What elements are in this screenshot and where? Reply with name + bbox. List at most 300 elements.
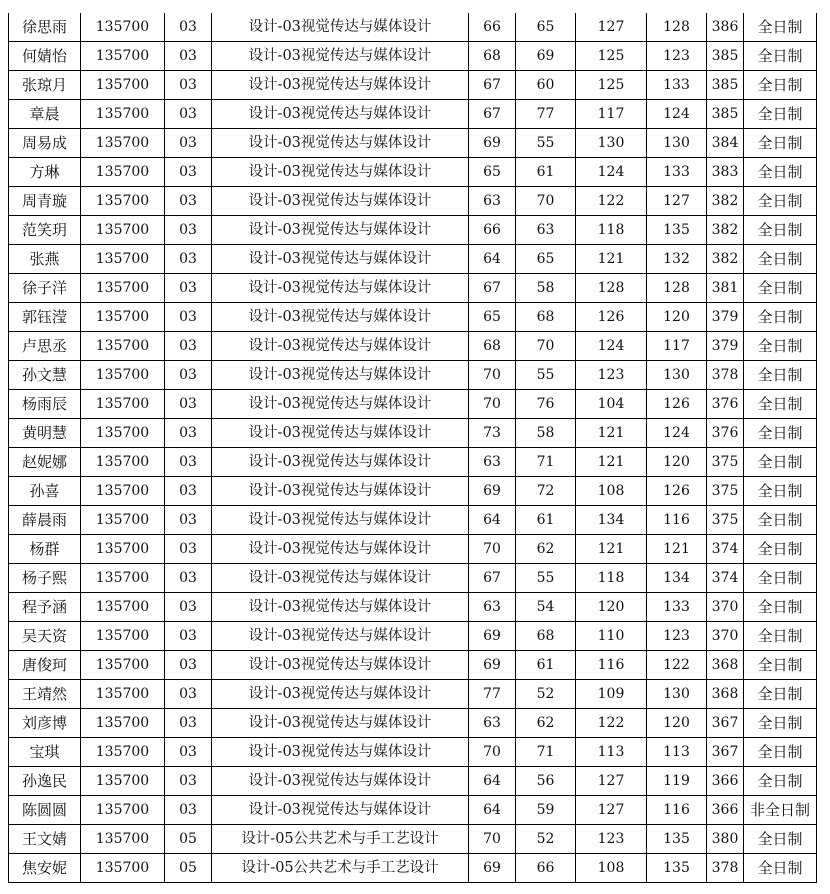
score-english-cell: 68 xyxy=(516,622,576,651)
student-name-cell: 唐俊珂 xyxy=(9,651,81,680)
study-mode-cell: 全日制 xyxy=(744,390,817,419)
major-name-cell: 设计-03视觉传达与媒体设计 xyxy=(212,477,469,506)
study-mode-cell: 全日制 xyxy=(744,361,817,390)
score-subject2-cell: 120 xyxy=(647,303,707,332)
score-subject2-cell: 133 xyxy=(647,71,707,100)
total-score-cell: 375 xyxy=(707,506,744,535)
direction-code-cell: 03 xyxy=(165,390,212,419)
score-subject1-cell: 118 xyxy=(576,564,647,593)
score-subject2-cell: 133 xyxy=(647,158,707,187)
score-politics-cell: 68 xyxy=(469,332,516,361)
score-politics-cell: 70 xyxy=(469,825,516,854)
major-name-cell: 设计-03视觉传达与媒体设计 xyxy=(212,274,469,303)
score-politics-cell: 69 xyxy=(469,129,516,158)
student-name-cell: 焦安妮 xyxy=(9,854,81,883)
table-row xyxy=(9,187,817,216)
student-name-cell: 何婧怡 xyxy=(9,42,81,71)
score-politics-cell: 69 xyxy=(469,477,516,506)
major-name-cell: 设计-03视觉传达与媒体设计 xyxy=(212,158,469,187)
student-name-cell: 陈圆圆 xyxy=(9,796,81,825)
table-row xyxy=(9,448,817,477)
total-score-cell: 378 xyxy=(707,854,744,883)
study-mode-cell: 全日制 xyxy=(744,651,817,680)
direction-code-cell: 03 xyxy=(165,622,212,651)
major-code-cell: 135700 xyxy=(81,854,165,883)
score-english-cell: 61 xyxy=(516,158,576,187)
score-subject2-cell: 116 xyxy=(647,796,707,825)
table-row xyxy=(9,796,817,825)
student-name-cell: 徐子洋 xyxy=(9,274,81,303)
direction-code-cell: 03 xyxy=(165,187,212,216)
direction-code-cell: 03 xyxy=(165,129,212,158)
student-name-cell: 卢思丞 xyxy=(9,332,81,361)
major-code-cell: 135700 xyxy=(81,535,165,564)
study-mode-cell: 全日制 xyxy=(744,419,817,448)
total-score-cell: 380 xyxy=(707,825,744,854)
direction-code-cell: 03 xyxy=(165,651,212,680)
major-name-cell: 设计-03视觉传达与媒体设计 xyxy=(212,303,469,332)
table-row xyxy=(9,709,817,738)
score-subject1-cell: 113 xyxy=(576,738,647,767)
study-mode-cell: 非全日制 xyxy=(744,796,817,825)
score-english-cell: 54 xyxy=(516,593,576,622)
total-score-cell: 379 xyxy=(707,332,744,361)
major-code-cell: 135700 xyxy=(81,825,165,854)
direction-code-cell: 03 xyxy=(165,796,212,825)
direction-code-cell: 03 xyxy=(165,274,212,303)
score-subject1-cell: 121 xyxy=(576,535,647,564)
direction-code-cell: 03 xyxy=(165,448,212,477)
score-subject1-cell: 124 xyxy=(576,158,647,187)
direction-code-cell: 03 xyxy=(165,680,212,709)
score-subject2-cell: 123 xyxy=(647,622,707,651)
total-score-cell: 382 xyxy=(707,245,744,274)
score-politics-cell: 63 xyxy=(469,187,516,216)
score-politics-cell: 69 xyxy=(469,622,516,651)
score-subject1-cell: 120 xyxy=(576,593,647,622)
table-body xyxy=(9,13,817,883)
score-english-cell: 72 xyxy=(516,477,576,506)
major-code-cell: 135700 xyxy=(81,274,165,303)
score-subject1-cell: 110 xyxy=(576,622,647,651)
major-name-cell: 设计-03视觉传达与媒体设计 xyxy=(212,564,469,593)
student-name-cell: 张琼月 xyxy=(9,71,81,100)
major-code-cell: 135700 xyxy=(81,477,165,506)
major-name-cell: 设计-03视觉传达与媒体设计 xyxy=(212,187,469,216)
score-english-cell: 52 xyxy=(516,680,576,709)
major-name-cell: 设计-03视觉传达与媒体设计 xyxy=(212,593,469,622)
table-row xyxy=(9,274,817,303)
total-score-cell: 367 xyxy=(707,738,744,767)
score-politics-cell: 69 xyxy=(469,854,516,883)
study-mode-cell: 全日制 xyxy=(744,216,817,245)
direction-code-cell: 03 xyxy=(165,709,212,738)
total-score-cell: 382 xyxy=(707,216,744,245)
major-name-cell: 设计-03视觉传达与媒体设计 xyxy=(212,419,469,448)
score-politics-cell: 67 xyxy=(469,274,516,303)
score-english-cell: 55 xyxy=(516,129,576,158)
student-name-cell: 程予涵 xyxy=(9,593,81,622)
table-row xyxy=(9,622,817,651)
major-name-cell: 设计-03视觉传达与媒体设计 xyxy=(212,767,469,796)
score-politics-cell: 69 xyxy=(469,651,516,680)
major-name-cell: 设计-03视觉传达与媒体设计 xyxy=(212,245,469,274)
table-row xyxy=(9,825,817,854)
major-name-cell: 设计-03视觉传达与媒体设计 xyxy=(212,535,469,564)
total-score-cell: 376 xyxy=(707,419,744,448)
major-name-cell: 设计-03视觉传达与媒体设计 xyxy=(212,129,469,158)
total-score-cell: 385 xyxy=(707,42,744,71)
score-subject2-cell: 123 xyxy=(647,42,707,71)
major-code-cell: 135700 xyxy=(81,187,165,216)
student-name-cell: 郭钰滢 xyxy=(9,303,81,332)
major-name-cell: 设计-05公共艺术与手工艺设计 xyxy=(212,825,469,854)
major-code-cell: 135700 xyxy=(81,303,165,332)
major-name-cell: 设计-03视觉传达与媒体设计 xyxy=(212,71,469,100)
direction-code-cell: 03 xyxy=(165,564,212,593)
study-mode-cell: 全日制 xyxy=(744,100,817,129)
direction-code-cell: 03 xyxy=(165,13,212,42)
table-row xyxy=(9,245,817,274)
score-subject1-cell: 108 xyxy=(576,854,647,883)
direction-code-cell: 03 xyxy=(165,42,212,71)
score-politics-cell: 64 xyxy=(469,245,516,274)
score-politics-cell: 67 xyxy=(469,100,516,129)
student-name-cell: 杨子熙 xyxy=(9,564,81,593)
score-subject2-cell: 133 xyxy=(647,593,707,622)
score-subject2-cell: 135 xyxy=(647,854,707,883)
score-subject1-cell: 124 xyxy=(576,332,647,361)
student-name-cell: 薛晨雨 xyxy=(9,506,81,535)
student-name-cell: 范笑玥 xyxy=(9,216,81,245)
direction-code-cell: 03 xyxy=(165,216,212,245)
total-score-cell: 383 xyxy=(707,158,744,187)
study-mode-cell: 全日制 xyxy=(744,245,817,274)
table-row xyxy=(9,651,817,680)
score-politics-cell: 63 xyxy=(469,593,516,622)
score-subject2-cell: 119 xyxy=(647,767,707,796)
table-row xyxy=(9,419,817,448)
study-mode-cell: 全日制 xyxy=(744,332,817,361)
direction-code-cell: 03 xyxy=(165,245,212,274)
direction-code-cell: 03 xyxy=(165,535,212,564)
table-row xyxy=(9,680,817,709)
score-english-cell: 62 xyxy=(516,709,576,738)
score-subject1-cell: 109 xyxy=(576,680,647,709)
score-politics-cell: 70 xyxy=(469,738,516,767)
direction-code-cell: 03 xyxy=(165,332,212,361)
direction-code-cell: 05 xyxy=(165,825,212,854)
major-code-cell: 135700 xyxy=(81,767,165,796)
student-name-cell: 宝琪 xyxy=(9,738,81,767)
table-row xyxy=(9,332,817,361)
study-mode-cell: 全日制 xyxy=(744,477,817,506)
score-english-cell: 62 xyxy=(516,535,576,564)
table-row xyxy=(9,767,817,796)
major-name-cell: 设计-03视觉传达与媒体设计 xyxy=(212,506,469,535)
study-mode-cell: 全日制 xyxy=(744,854,817,883)
direction-code-cell: 03 xyxy=(165,71,212,100)
table-row xyxy=(9,100,817,129)
study-mode-cell: 全日制 xyxy=(744,738,817,767)
score-politics-cell: 68 xyxy=(469,42,516,71)
student-name-cell: 孙喜 xyxy=(9,477,81,506)
student-name-cell: 黄明慧 xyxy=(9,419,81,448)
table-row xyxy=(9,13,817,42)
major-name-cell: 设计-03视觉传达与媒体设计 xyxy=(212,390,469,419)
score-english-cell: 55 xyxy=(516,361,576,390)
total-score-cell: 385 xyxy=(707,100,744,129)
score-subject1-cell: 127 xyxy=(576,796,647,825)
total-score-cell: 370 xyxy=(707,593,744,622)
study-mode-cell: 全日制 xyxy=(744,274,817,303)
score-subject1-cell: 123 xyxy=(576,361,647,390)
total-score-cell: 368 xyxy=(707,651,744,680)
major-code-cell: 135700 xyxy=(81,680,165,709)
study-mode-cell: 全日制 xyxy=(744,535,817,564)
score-subject1-cell: 108 xyxy=(576,477,647,506)
score-english-cell: 77 xyxy=(516,100,576,129)
score-english-cell: 58 xyxy=(516,419,576,448)
study-mode-cell: 全日制 xyxy=(744,303,817,332)
student-name-cell: 王靖然 xyxy=(9,680,81,709)
study-mode-cell: 全日制 xyxy=(744,622,817,651)
study-mode-cell: 全日制 xyxy=(744,767,817,796)
score-politics-cell: 70 xyxy=(469,361,516,390)
student-name-cell: 孙文慧 xyxy=(9,361,81,390)
major-code-cell: 135700 xyxy=(81,216,165,245)
direction-code-cell: 03 xyxy=(165,303,212,332)
score-english-cell: 69 xyxy=(516,42,576,71)
total-score-cell: 366 xyxy=(707,796,744,825)
major-code-cell: 135700 xyxy=(81,129,165,158)
direction-code-cell: 03 xyxy=(165,767,212,796)
score-subject2-cell: 130 xyxy=(647,129,707,158)
major-code-cell: 135700 xyxy=(81,100,165,129)
score-subject2-cell: 130 xyxy=(647,680,707,709)
score-politics-cell: 64 xyxy=(469,506,516,535)
major-code-cell: 135700 xyxy=(81,13,165,42)
major-code-cell: 135700 xyxy=(81,158,165,187)
major-name-cell: 设计-03视觉传达与媒体设计 xyxy=(212,42,469,71)
major-code-cell: 135700 xyxy=(81,622,165,651)
score-subject1-cell: 121 xyxy=(576,448,647,477)
direction-code-cell: 03 xyxy=(165,419,212,448)
score-subject1-cell: 125 xyxy=(576,42,647,71)
score-politics-cell: 77 xyxy=(469,680,516,709)
score-politics-cell: 65 xyxy=(469,158,516,187)
total-score-cell: 384 xyxy=(707,129,744,158)
table-row xyxy=(9,854,817,883)
score-english-cell: 70 xyxy=(516,332,576,361)
score-table xyxy=(8,13,817,883)
total-score-cell: 382 xyxy=(707,187,744,216)
student-name-cell: 张燕 xyxy=(9,245,81,274)
major-name-cell: 设计-03视觉传达与媒体设计 xyxy=(212,361,469,390)
score-subject1-cell: 116 xyxy=(576,651,647,680)
major-name-cell: 设计-03视觉传达与媒体设计 xyxy=(212,100,469,129)
score-subject2-cell: 126 xyxy=(647,390,707,419)
score-politics-cell: 66 xyxy=(469,216,516,245)
score-subject2-cell: 134 xyxy=(647,564,707,593)
direction-code-cell: 03 xyxy=(165,361,212,390)
major-name-cell: 设计-03视觉传达与媒体设计 xyxy=(212,13,469,42)
score-subject2-cell: 132 xyxy=(647,245,707,274)
score-politics-cell: 73 xyxy=(469,419,516,448)
score-english-cell: 60 xyxy=(516,71,576,100)
score-subject2-cell: 116 xyxy=(647,506,707,535)
score-subject1-cell: 118 xyxy=(576,216,647,245)
student-name-cell: 杨雨辰 xyxy=(9,390,81,419)
direction-code-cell: 05 xyxy=(165,854,212,883)
score-subject2-cell: 128 xyxy=(647,274,707,303)
table-row xyxy=(9,477,817,506)
score-subject2-cell: 113 xyxy=(647,738,707,767)
score-politics-cell: 67 xyxy=(469,71,516,100)
score-subject1-cell: 121 xyxy=(576,245,647,274)
major-code-cell: 135700 xyxy=(81,448,165,477)
total-score-cell: 376 xyxy=(707,390,744,419)
score-subject2-cell: 135 xyxy=(647,825,707,854)
score-politics-cell: 64 xyxy=(469,767,516,796)
student-name-cell: 吴天资 xyxy=(9,622,81,651)
major-name-cell: 设计-03视觉传达与媒体设计 xyxy=(212,709,469,738)
total-score-cell: 378 xyxy=(707,361,744,390)
score-subject2-cell: 124 xyxy=(647,419,707,448)
direction-code-cell: 03 xyxy=(165,738,212,767)
score-english-cell: 71 xyxy=(516,448,576,477)
score-subject1-cell: 126 xyxy=(576,303,647,332)
total-score-cell: 386 xyxy=(707,13,744,42)
score-english-cell: 65 xyxy=(516,13,576,42)
major-name-cell: 设计-05公共艺术与手工艺设计 xyxy=(212,854,469,883)
major-code-cell: 135700 xyxy=(81,506,165,535)
major-name-cell: 设计-03视觉传达与媒体设计 xyxy=(212,738,469,767)
table-row xyxy=(9,42,817,71)
score-subject1-cell: 123 xyxy=(576,825,647,854)
table-row xyxy=(9,506,817,535)
study-mode-cell: 全日制 xyxy=(744,506,817,535)
student-name-cell: 周易成 xyxy=(9,129,81,158)
score-english-cell: 65 xyxy=(516,245,576,274)
student-name-cell: 方琳 xyxy=(9,158,81,187)
score-politics-cell: 67 xyxy=(469,564,516,593)
student-name-cell: 杨群 xyxy=(9,535,81,564)
major-code-cell: 135700 xyxy=(81,245,165,274)
score-english-cell: 55 xyxy=(516,564,576,593)
score-subject2-cell: 117 xyxy=(647,332,707,361)
study-mode-cell: 全日制 xyxy=(744,71,817,100)
score-subject1-cell: 104 xyxy=(576,390,647,419)
study-mode-cell: 全日制 xyxy=(744,448,817,477)
study-mode-cell: 全日制 xyxy=(744,593,817,622)
table-row xyxy=(9,564,817,593)
direction-code-cell: 03 xyxy=(165,100,212,129)
table-row xyxy=(9,361,817,390)
total-score-cell: 385 xyxy=(707,71,744,100)
major-name-cell: 设计-03视觉传达与媒体设计 xyxy=(212,680,469,709)
study-mode-cell: 全日制 xyxy=(744,680,817,709)
score-subject1-cell: 130 xyxy=(576,129,647,158)
direction-code-cell: 03 xyxy=(165,506,212,535)
score-politics-cell: 65 xyxy=(469,303,516,332)
score-politics-cell: 63 xyxy=(469,709,516,738)
study-mode-cell: 全日制 xyxy=(744,13,817,42)
score-english-cell: 66 xyxy=(516,854,576,883)
student-name-cell: 孙逸民 xyxy=(9,767,81,796)
major-code-cell: 135700 xyxy=(81,361,165,390)
score-subject2-cell: 128 xyxy=(647,13,707,42)
score-subject1-cell: 122 xyxy=(576,709,647,738)
table-row xyxy=(9,535,817,564)
table-row xyxy=(9,216,817,245)
score-subject2-cell: 120 xyxy=(647,709,707,738)
student-name-cell: 王文婧 xyxy=(9,825,81,854)
score-politics-cell: 70 xyxy=(469,390,516,419)
major-name-cell: 设计-03视觉传达与媒体设计 xyxy=(212,622,469,651)
score-politics-cell: 63 xyxy=(469,448,516,477)
score-subject2-cell: 121 xyxy=(647,535,707,564)
table-row xyxy=(9,390,817,419)
total-score-cell: 366 xyxy=(707,767,744,796)
study-mode-cell: 全日制 xyxy=(744,187,817,216)
score-english-cell: 58 xyxy=(516,274,576,303)
table-row xyxy=(9,593,817,622)
table-row xyxy=(9,738,817,767)
score-english-cell: 70 xyxy=(516,187,576,216)
score-english-cell: 68 xyxy=(516,303,576,332)
table-row xyxy=(9,158,817,187)
score-subject1-cell: 117 xyxy=(576,100,647,129)
score-english-cell: 63 xyxy=(516,216,576,245)
student-name-cell: 章晨 xyxy=(9,100,81,129)
direction-code-cell: 03 xyxy=(165,158,212,187)
score-english-cell: 61 xyxy=(516,651,576,680)
major-code-cell: 135700 xyxy=(81,593,165,622)
score-subject2-cell: 130 xyxy=(647,361,707,390)
score-english-cell: 56 xyxy=(516,767,576,796)
major-code-cell: 135700 xyxy=(81,709,165,738)
major-code-cell: 135700 xyxy=(81,738,165,767)
table-row xyxy=(9,129,817,158)
major-name-cell: 设计-03视觉传达与媒体设计 xyxy=(212,216,469,245)
student-name-cell: 周青璇 xyxy=(9,187,81,216)
major-code-cell: 135700 xyxy=(81,796,165,825)
total-score-cell: 381 xyxy=(707,274,744,303)
score-subject2-cell: 124 xyxy=(647,100,707,129)
score-english-cell: 61 xyxy=(516,506,576,535)
score-english-cell: 76 xyxy=(516,390,576,419)
table-row xyxy=(9,303,817,332)
table-row xyxy=(9,71,817,100)
student-name-cell: 赵妮娜 xyxy=(9,448,81,477)
study-mode-cell: 全日制 xyxy=(744,129,817,158)
score-subject1-cell: 134 xyxy=(576,506,647,535)
score-subject1-cell: 122 xyxy=(576,187,647,216)
study-mode-cell: 全日制 xyxy=(744,158,817,187)
score-subject2-cell: 122 xyxy=(647,651,707,680)
major-code-cell: 135700 xyxy=(81,42,165,71)
score-subject2-cell: 126 xyxy=(647,477,707,506)
major-code-cell: 135700 xyxy=(81,332,165,361)
score-subject1-cell: 128 xyxy=(576,274,647,303)
score-subject1-cell: 121 xyxy=(576,419,647,448)
score-subject1-cell: 127 xyxy=(576,13,647,42)
score-subject1-cell: 127 xyxy=(576,767,647,796)
score-subject2-cell: 127 xyxy=(647,187,707,216)
total-score-cell: 368 xyxy=(707,680,744,709)
score-english-cell: 59 xyxy=(516,796,576,825)
